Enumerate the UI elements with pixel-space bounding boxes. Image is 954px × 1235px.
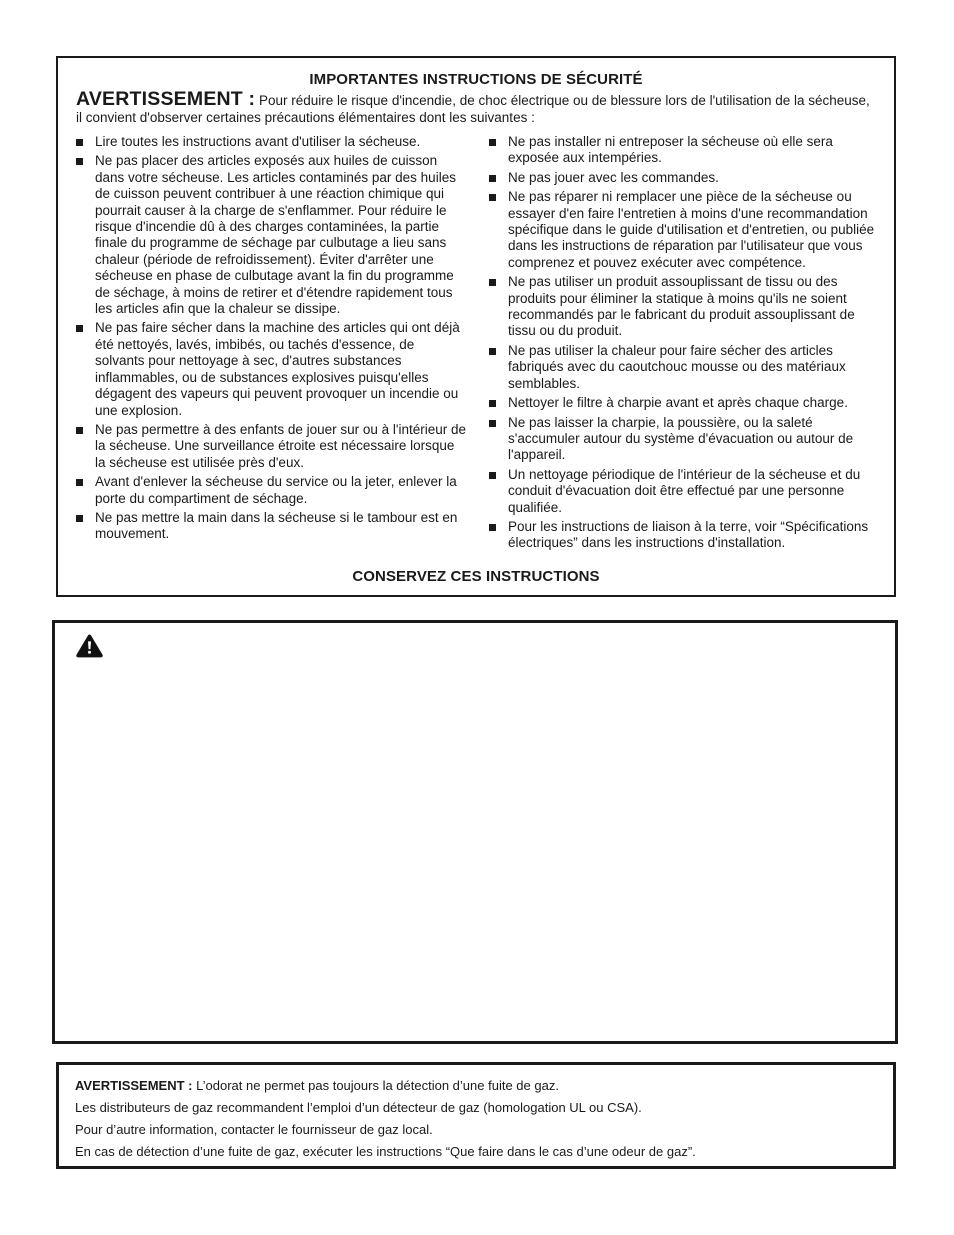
bullet-text: Ne pas installer ni entreposer la sécheuse où elle sera exposée aux intempéries. <box>508 134 833 166</box>
bullet-item <box>489 189 880 271</box>
bullet-item <box>489 343 880 392</box>
safety-footer: CONSERVEZ CES INSTRUCTIONS <box>352 568 600 585</box>
bullet-text: Avant d'enlever la sécheuse du service ou la jeter, enlever la porte du compartiment de séchage. <box>95 474 457 506</box>
square-bullet-icon <box>76 479 83 486</box>
square-bullet-icon <box>489 420 496 427</box>
gas-warning-label: AVERTISSEMENT : <box>75 1078 193 1093</box>
square-bullet-icon <box>489 524 496 531</box>
bullet-item <box>76 320 467 418</box>
bullet-item <box>76 134 467 150</box>
bullet-text: Lire toutes les instructions avant d'utiliser la sécheuse. <box>95 134 421 149</box>
bullet-text: Ne pas utiliser un produit assouplissant de tissu ou des produits pour éliminer la statique à moins qu'ils ne soient recommandés par le fabricant du produit assouplissant de tissu ou du produit. <box>508 274 855 339</box>
square-bullet-icon <box>489 279 496 286</box>
bullet-item <box>489 467 880 516</box>
warning-lead-text: Pour réduire le risque d'incendie, de choc électrique ou de blessure lors de l'utilisation de la sécheuse, il convient d'observer certaines précautions élémentaires dont les suivantes : <box>76 93 870 125</box>
gas-warning-line: Les distributeurs de gaz recommandent l’emploi d’un détecteur de gaz (homologation UL ou CSA). <box>75 1100 642 1115</box>
bullet-text: Nettoyer le filtre à charpie avant et après chaque charge. <box>508 395 848 411</box>
bullet-text: Ne pas utiliser la chaleur pour faire sécher des articles fabriqués avec du caoutchouc mousse ou des matériaux semblables. <box>508 342 846 391</box>
figure-box <box>52 620 898 1044</box>
bullet-text: Ne pas permettre à des enfants de jouer sur ou à l'intérieur de la sécheuse. Une surveillance étroite est nécessaire lorsque la sécheuse est utilisée près d'eux. <box>95 421 467 470</box>
square-bullet-icon <box>489 194 496 201</box>
safety-instructions-box <box>56 56 896 597</box>
square-bullet-icon <box>76 427 83 434</box>
bullet-item <box>489 170 880 186</box>
warning-triangle-icon <box>76 634 103 658</box>
square-bullet-icon <box>76 515 83 522</box>
square-bullet-icon <box>489 175 496 182</box>
bullet-columns <box>58 128 894 555</box>
bullet-text: Ne pas mettre la main dans la sécheuse si le tambour est en mouvement. <box>95 509 458 542</box>
gas-warning-lines <box>75 1100 877 1159</box>
bullet-item <box>76 474 467 507</box>
square-bullet-icon <box>489 348 496 355</box>
square-bullet-icon <box>489 400 496 407</box>
bullet-text: Ne pas faire sécher dans la machine des articles qui ont déjà été nettoyés, lavés, imbibés, ou tachés d'essence, de solvants pour nettoyage à sec, d'autres substances inflammables, ou de substances explosives puisqu'elles dégagent des vapeurs qui peuvent provoquer un incendie ou une explosion. <box>95 320 460 418</box>
left-bullet-list <box>76 134 467 555</box>
bullet-item <box>489 415 880 464</box>
bullet-text: Ne pas laisser la charpie, la poussière, ou la saleté s'accumuler autour du système d'évacuation ou autour de l'appareil. <box>508 414 854 463</box>
safety-title: IMPORTANTES INSTRUCTIONS DE SÉCURITÉ <box>309 71 643 88</box>
bullet-item <box>76 510 467 543</box>
gas-warning-first-line <box>75 1078 877 1093</box>
bullet-text: Un nettoyage périodique de l'intérieur de la sécheuse et du conduit d'évacuation doit être effectué par une personne qualifiée. <box>508 466 861 515</box>
bullet-item <box>489 274 880 340</box>
bullet-text: Ne pas placer des articles exposés aux huiles de cuisson dans votre sécheuse. Les articles contaminés par des huiles de cuisson peuvent contribuer à une réaction chimique qui pourrait causer à la charge de s'enflammer. Pour réduire le risque d'incendie dû à des charges contaminées, la partie finale du programme de séchage par culbutage a lieu sans chaleur (période de refroidissement). Éviter d'arrêter une sécheuse en phase de culbutage avant la fin du programme de séchage, à moins de retirer et d'étendre rapidement tous les articles afin que la chaleur se dissipe. <box>95 153 456 317</box>
bullet-text: Ne pas jouer avec les commandes. <box>508 169 719 185</box>
bullet-text: Pour les instructions de liaison à la terre, voir “Spécifications électriques” dans les instructions d'installation. <box>508 518 869 551</box>
warning-label: AVERTISSEMENT : <box>76 88 256 110</box>
gas-warning-text: L’odorat ne permet pas toujours la détection d’une fuite de gaz. <box>196 1078 559 1093</box>
square-bullet-icon <box>76 325 83 332</box>
bullet-item <box>76 422 467 471</box>
right-bullet-list <box>489 134 880 555</box>
gas-warning-line: Pour d’autre information, contacter le fournisseur de gaz local. <box>75 1122 433 1137</box>
warning-lead-paragraph <box>76 88 870 126</box>
square-bullet-icon <box>489 139 496 146</box>
bullet-item <box>489 134 880 167</box>
square-bullet-icon <box>76 158 83 165</box>
bullet-item <box>489 519 880 552</box>
square-bullet-icon <box>76 139 83 146</box>
gas-warning-box <box>56 1062 896 1169</box>
gas-warning-line: En cas de détection d’une fuite de gaz, exécuter les instructions “Que faire dans le cas d’une odeur de gaz”. <box>75 1144 696 1159</box>
square-bullet-icon <box>489 472 496 479</box>
bullet-item <box>489 395 880 411</box>
bullet-text: Ne pas réparer ni remplacer une pièce de la sécheuse ou essayer d'en faire l'entretien à moins d'une recommandation spécifique dans le guide d'utilisation et d'entretien, ou publiée dans les instructions de réparation par l'utilisateur que vous comprenez et pouvez exécuter avec compétence. <box>508 189 875 270</box>
bullet-item <box>76 153 467 317</box>
